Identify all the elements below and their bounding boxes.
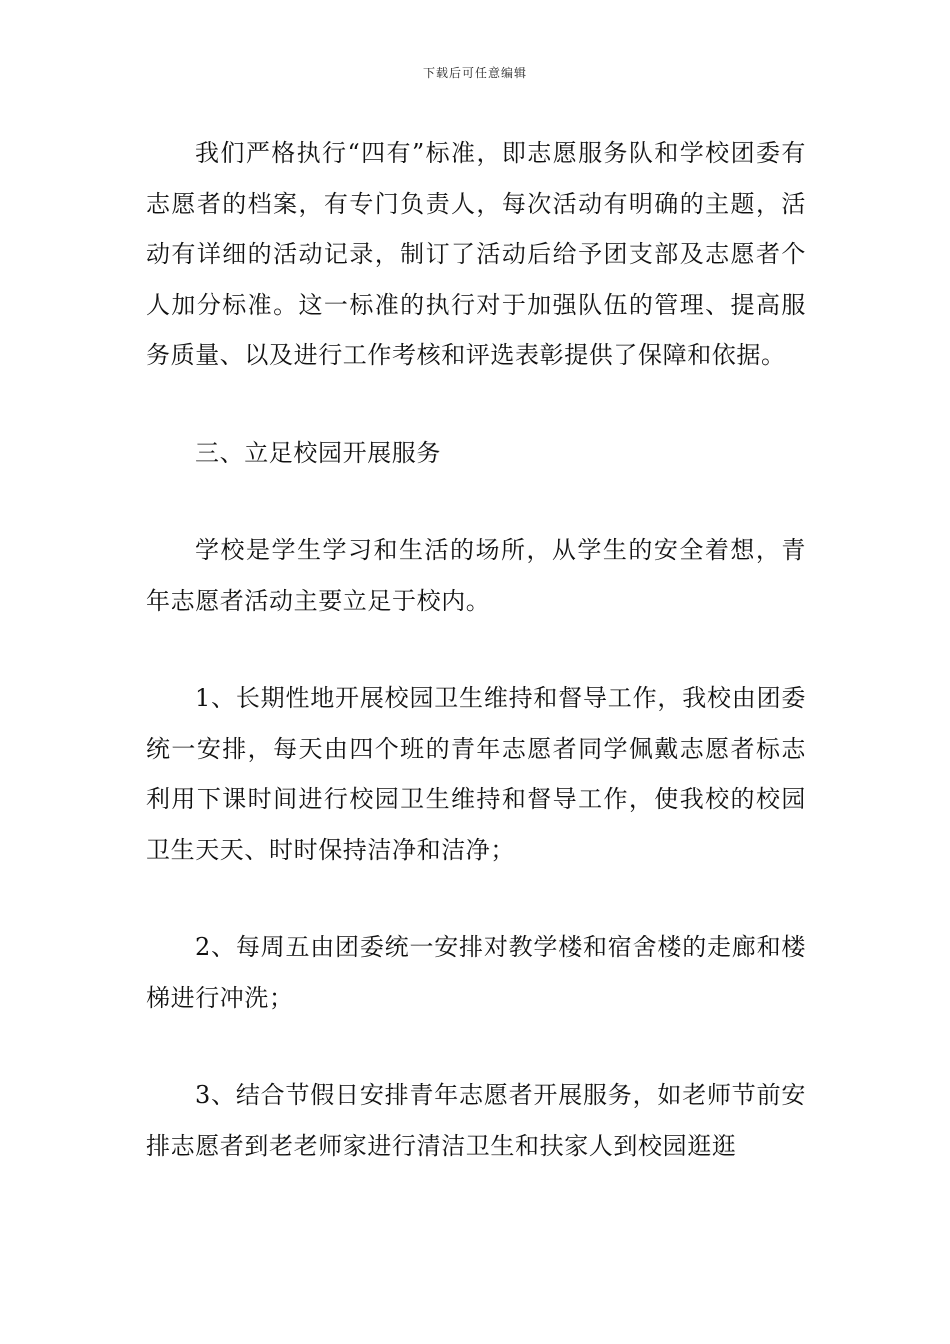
document-body [146, 128, 806, 1171]
paragraph-gap [146, 626, 806, 673]
paragraph-item-3: 3、结合节假日安排青年志愿者开展服务，如老师节前安排志愿者到老老师家进行清洁卫生和扶家人到校园逛逛 [146, 1081, 806, 1160]
header-note: 下载后可任意编辑 [422, 66, 527, 80]
paragraph-four-standards: 我们严格执行“四有”标准，即志愿服务队和学校团委有志愿者的档案，有专门负责人，每次活动有明确的主题，活动有详细的活动记录，制订了活动后给予团支部及志愿者个人加分标准。这一标准的执行对于加强队伍的管理、提高服务质量、以及进行工作考核和评选表彰提供了保障和依据。 [146, 139, 806, 369]
paragraph-campus-intro: 学校是学生学习和生活的场所，从学生的安全着想，青年志愿者活动主要立足于校内。 [146, 536, 806, 615]
paragraph-gap [146, 1023, 806, 1070]
paragraph-gap [146, 381, 806, 428]
paragraph-item-1: 1、长期性地开展校园卫生维持和督导工作，我校由团委统一安排，每天由四个班的青年志愿者同学佩戴志愿者标志利用下课时间进行校园卫生维持和督导工作，使我校的校园卫生天天、时时保持洁净和洁净； [146, 684, 806, 864]
paragraph-gap [146, 875, 806, 922]
section-heading-campus-service: 三、立足校园开展服务 [195, 438, 441, 467]
paragraph-gap [146, 478, 806, 525]
paragraph-item-2: 2、每周五由团委统一安排对教学楼和宿舍楼的走廊和楼梯进行冲洗； [146, 933, 806, 1012]
